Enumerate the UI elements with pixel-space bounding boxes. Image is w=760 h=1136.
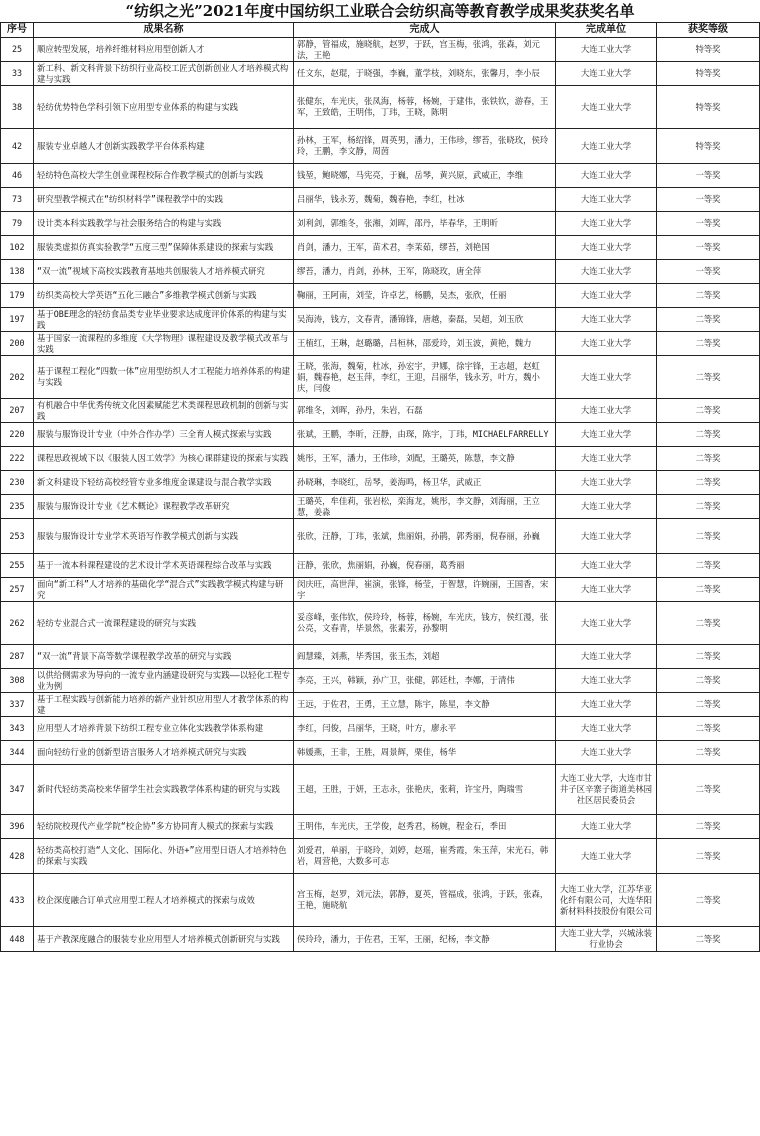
cell-name: “双一流”视域下高校实践教育基地共创服装人才培养模式研究 <box>34 260 294 284</box>
cell-no: 448 <box>1 927 34 952</box>
cell-unit: 大连工业大学 <box>556 669 657 693</box>
cell-unit: 大连工业大学 <box>556 741 657 765</box>
cell-name: 基于一流本科课程建设的艺术设计学术英语课程综合改革与实践 <box>34 554 294 578</box>
cell-unit: 大连工业大学 <box>556 554 657 578</box>
table-row <box>1 129 760 164</box>
cell-no: 200 <box>1 332 34 356</box>
cell-level: 二等奖 <box>657 471 760 495</box>
table-row <box>1 693 760 717</box>
cell-people: 鞠丽，王阿南，刘莹，许卓艺，杨鹏，吴杰，张欣，任丽 <box>294 284 556 308</box>
table-row <box>1 86 760 129</box>
table-header-row <box>1 23 760 38</box>
cell-no: 255 <box>1 554 34 578</box>
cell-unit: 大连工业大学 <box>556 495 657 519</box>
cell-unit: 大连工业大学，兴城泳装行业协会 <box>556 927 657 952</box>
cell-level: 二等奖 <box>657 495 760 519</box>
table-row <box>1 399 760 423</box>
cell-level: 二等奖 <box>657 874 760 927</box>
cell-no: 344 <box>1 741 34 765</box>
cell-unit: 大连工业大学 <box>556 578 657 602</box>
cell-no: 79 <box>1 212 34 236</box>
cell-name: 校企深度融合订单式应用型工程人才培养模式的探索与成效 <box>34 874 294 927</box>
cell-people: 王璐英，牟佳莉，张岩松，栾海龙，姚彤，李文静，刘海丽，王立慧，姜淼 <box>294 495 556 519</box>
cell-unit: 大连工业大学 <box>556 38 657 62</box>
cell-no: 230 <box>1 471 34 495</box>
cell-name: 轻纺特色高校大学生创业课程校际合作教学模式的创新与实践 <box>34 164 294 188</box>
cell-unit: 大连工业大学 <box>556 332 657 356</box>
cell-name: 新工科、新文科背景下纺织行业高校工匠式创新创业人才培养模式构建与实践 <box>34 62 294 86</box>
cell-name: 基于课程工程化“四数一体”应用型纺织人才工程能力培养体系的构建与实践 <box>34 356 294 399</box>
table-row <box>1 260 760 284</box>
cell-name: 服装与服饰设计专业学术英语写作教学模式创新与实践 <box>34 519 294 554</box>
cell-people: 吴海涛，钱方，文春青，潘锦锋，唐越，秦磊，吴超，刘玉欣 <box>294 308 556 332</box>
table-row <box>1 356 760 399</box>
cell-level: 二等奖 <box>657 399 760 423</box>
table-row <box>1 815 760 839</box>
cell-no: 42 <box>1 129 34 164</box>
cell-people: 李亮，王兴，韩颖，孙广卫，张健，郭廷杜，李娜，于清伟 <box>294 669 556 693</box>
header-unit: 完成单位 <box>556 23 657 38</box>
awards-table <box>0 22 760 952</box>
cell-unit: 大连工业大学 <box>556 284 657 308</box>
cell-no: 207 <box>1 399 34 423</box>
cell-unit: 大连工业大学 <box>556 62 657 86</box>
cell-no: 396 <box>1 815 34 839</box>
cell-name: 纺织类高校大学英语“五化三融合”多维教学模式创新与实践 <box>34 284 294 308</box>
cell-name: 基于国家一流课程的多维度《大学物理》课程建设及教学模式改革与实践 <box>34 332 294 356</box>
cell-no: 220 <box>1 423 34 447</box>
cell-no: 428 <box>1 839 34 874</box>
cell-people: 吕丽华，钱永芳，魏菊，魏春艳，李红，杜冰 <box>294 188 556 212</box>
cell-people: 刘利剑，郭维冬，张湘，刘晖，邵丹，毕春华，王明昕 <box>294 212 556 236</box>
table-row <box>1 447 760 471</box>
cell-unit: 大连工业大学 <box>556 188 657 212</box>
table-row <box>1 554 760 578</box>
table-row <box>1 308 760 332</box>
cell-people: 肖剑，潘力，王军，苗术君，李茉茹，缪苔，刘艳国 <box>294 236 556 260</box>
cell-people: 李红，闫俊，吕丽华，王晓，叶方，廖永平 <box>294 717 556 741</box>
table-row <box>1 602 760 645</box>
cell-no: 138 <box>1 260 34 284</box>
cell-no: 287 <box>1 645 34 669</box>
table-row <box>1 645 760 669</box>
cell-name: 新文科建设下轻纺高校经管专业多维度金课建设与混合教学实践 <box>34 471 294 495</box>
cell-name: 轻纺院校现代产业学院“校企协”多方协同育人模式的探索与实践 <box>34 815 294 839</box>
cell-level: 二等奖 <box>657 308 760 332</box>
cell-people: 孙林，王军，杨绍锋，周英男，潘力，王伟珍，缪苔，张晓玫，侯玲玲，王鹏，李文静，周茵 <box>294 129 556 164</box>
cell-name: 轻纺优势特色学科引领下应用型专业体系的构建与实践 <box>34 86 294 129</box>
cell-name: 应用型人才培养背景下纺织工程专业立体化实践教学体系构建 <box>34 717 294 741</box>
cell-unit: 大连工业大学，大连市甘井子区辛寨子街道美林园社区居民委员会 <box>556 765 657 815</box>
table-row <box>1 839 760 874</box>
cell-no: 197 <box>1 308 34 332</box>
cell-level: 一等奖 <box>657 164 760 188</box>
cell-people: 王远，于佐君，王勇，王立慧，陈宇，陈星，李文静 <box>294 693 556 717</box>
cell-level: 一等奖 <box>657 212 760 236</box>
cell-level: 二等奖 <box>657 645 760 669</box>
cell-people: 钱堃，鲍晓娜，马宪亮，于巍，岳琴，黄兴原，武威正，李维 <box>294 164 556 188</box>
cell-unit: 大连工业大学 <box>556 471 657 495</box>
cell-name: 服装类虚拟仿真实验教学“五度三型”保障体系建设的探索与实践 <box>34 236 294 260</box>
cell-name: 服装专业卓越人才创新实践教学平台体系构建 <box>34 129 294 164</box>
cell-people: 妥彦峰，张伟钦，侯玲玲，杨蓉，杨婉，车光庆，钱方，侯红漫，张公亮，文春青，毕景然，张素芳，孙黎明 <box>294 602 556 645</box>
table-row <box>1 741 760 765</box>
cell-no: 73 <box>1 188 34 212</box>
table-row <box>1 284 760 308</box>
cell-name: 轻纺专业混合式一流课程建设的研究与实践 <box>34 602 294 645</box>
cell-name: 服装与服饰设计专业《艺术概论》课程教学改革研究 <box>34 495 294 519</box>
cell-level: 一等奖 <box>657 260 760 284</box>
cell-people: 侯玲玲，潘力，于佐君，王军，王丽，纪杨，李文静 <box>294 927 556 952</box>
cell-level: 二等奖 <box>657 356 760 399</box>
cell-people: 郭静，管福成，施晓航，赵罗，于跃，宫玉梅，张鸿，张森，刘元法，王艳 <box>294 38 556 62</box>
cell-name: 课程思政视域下以《服装人因工效学》为核心课群建设的探索与实践 <box>34 447 294 471</box>
cell-no: 179 <box>1 284 34 308</box>
cell-level: 二等奖 <box>657 765 760 815</box>
cell-level: 二等奖 <box>657 332 760 356</box>
table-row <box>1 236 760 260</box>
table-row <box>1 38 760 62</box>
cell-no: 343 <box>1 717 34 741</box>
cell-level: 二等奖 <box>657 927 760 952</box>
header-level: 获奖等级 <box>657 23 760 38</box>
cell-unit: 大连工业大学 <box>556 129 657 164</box>
cell-people: 王明伟，车光庆，王学俊，赵秀君，杨婉，程金石，季田 <box>294 815 556 839</box>
cell-level: 二等奖 <box>657 839 760 874</box>
cell-unit: 大连工业大学 <box>556 236 657 260</box>
cell-level: 二等奖 <box>657 669 760 693</box>
cell-unit: 大连工业大学 <box>556 356 657 399</box>
cell-no: 235 <box>1 495 34 519</box>
cell-people: 缪苔，潘力，肖剑，孙林，王军，陈晓玫，唐全萍 <box>294 260 556 284</box>
cell-people: 张健东，车光庆，张凤海，杨蓉，杨婉，于建伟，张铁钦，游春，王军，王致皓，王明伟，丁玮，王晓，陈明 <box>294 86 556 129</box>
cell-people: 郭维冬，刘晖，孙丹，朱岩，石磊 <box>294 399 556 423</box>
cell-level: 二等奖 <box>657 815 760 839</box>
cell-name: 面向轻纺行业的创新型语言服务人才培养模式研究与实践 <box>34 741 294 765</box>
table-row <box>1 332 760 356</box>
cell-unit: 大连工业大学 <box>556 602 657 645</box>
cell-people: 阎慧臻，刘燕，毕秀国，张玉杰，刘超 <box>294 645 556 669</box>
cell-name: 面向“新工科”人才培养的基础化学“混合式”实践教学模式构建与研究 <box>34 578 294 602</box>
table-row <box>1 519 760 554</box>
cell-unit: 大连工业大学 <box>556 308 657 332</box>
cell-name: 轻纺类高校打造“人文化、国际化、外语+”应用型日语人才培养特色的探索与实践 <box>34 839 294 874</box>
cell-name: 服装与服饰设计专业（中外合作办学）三全育人模式探索与实践 <box>34 423 294 447</box>
table-body <box>1 38 760 952</box>
cell-no: 347 <box>1 765 34 815</box>
cell-no: 102 <box>1 236 34 260</box>
table-row <box>1 188 760 212</box>
cell-unit: 大连工业大学 <box>556 693 657 717</box>
cell-name: 基于工程实践与创新能力培养的新产业针织应用型人才教学体系的构建 <box>34 693 294 717</box>
cell-unit: 大连工业大学 <box>556 86 657 129</box>
cell-name: 新时代轻纺类高校来华留学生社会实践教学体系构建的研究与实践 <box>34 765 294 815</box>
cell-unit: 大连工业大学 <box>556 447 657 471</box>
cell-people: 汪静，张欣，焦丽娟，孙巍，倪春丽，葛秀丽 <box>294 554 556 578</box>
cell-unit: 大连工业大学 <box>556 717 657 741</box>
cell-unit: 大连工业大学 <box>556 423 657 447</box>
table-row <box>1 927 760 952</box>
table-row <box>1 669 760 693</box>
document-title: “纺织之光”2021年度中国纺织工业联合会纺织高等教育教学成果奖获奖名单 <box>125 2 635 20</box>
cell-no: 257 <box>1 578 34 602</box>
cell-unit: 大连工业大学 <box>556 645 657 669</box>
cell-name: 基于产教深度融合的服装专业应用型人才培养模式创新研究与实践 <box>34 927 294 952</box>
cell-level: 特等奖 <box>657 86 760 129</box>
cell-unit: 大连工业大学 <box>556 260 657 284</box>
cell-name: 研究型教学模式在“纺织材料学”课程教学中的实践 <box>34 188 294 212</box>
table-row <box>1 578 760 602</box>
cell-no: 222 <box>1 447 34 471</box>
cell-unit: 大连工业大学 <box>556 399 657 423</box>
cell-level: 一等奖 <box>657 188 760 212</box>
cell-no: 38 <box>1 86 34 129</box>
cell-unit: 大连工业大学 <box>556 519 657 554</box>
cell-no: 25 <box>1 38 34 62</box>
cell-unit: 大连工业大学 <box>556 815 657 839</box>
table-row <box>1 212 760 236</box>
cell-level: 特等奖 <box>657 62 760 86</box>
cell-unit: 大连工业大学 <box>556 212 657 236</box>
cell-people: 张斌，王鹏，李昕，汪静，由琛，陈宇，丁玮，MICHAELFARRELLY <box>294 423 556 447</box>
table-row <box>1 717 760 741</box>
cell-people: 韩媛燕，王非，王胜，周景辉，栗佳，杨华 <box>294 741 556 765</box>
table-row <box>1 62 760 86</box>
cell-level: 一等奖 <box>657 236 760 260</box>
cell-level: 二等奖 <box>657 284 760 308</box>
cell-name: “双一流”背景下高等数学课程教学改革的研究与实践 <box>34 645 294 669</box>
cell-people: 任文东，赵琨，于晓强，李巍，董学枝，刘晓东，张馨月，李小辰 <box>294 62 556 86</box>
table-row <box>1 164 760 188</box>
cell-unit: 大连工业大学 <box>556 164 657 188</box>
cell-level: 特等奖 <box>657 38 760 62</box>
cell-level: 二等奖 <box>657 693 760 717</box>
cell-people: 孙晓琳，李晓红，岳琴，姜海鸣，杨卫华，武威正 <box>294 471 556 495</box>
cell-people: 闵庆旺，高世萍，崔演，张锋，杨莹，于智慧，许婉丽，王国香，宋宇 <box>294 578 556 602</box>
cell-no: 262 <box>1 602 34 645</box>
cell-no: 433 <box>1 874 34 927</box>
cell-unit: 大连工业大学 <box>556 839 657 874</box>
header-no: 序号 <box>1 23 34 38</box>
cell-name: 有机融合中华优秀传统文化因素赋能艺术类课程思政机制的创新与实践 <box>34 399 294 423</box>
cell-people: 王植红，王琳，赵璐璐，吕桓林，邵爱玲，刘玉波，黄艳，魏力 <box>294 332 556 356</box>
cell-no: 46 <box>1 164 34 188</box>
cell-name: 基于OBE理念的轻纺食品类专业毕业要求达成度评价体系的构建与实践 <box>34 308 294 332</box>
cell-people: 宫玉梅，赵罗，刘元法，郭静，夏英，管福成，张鸿，于跃，张森，王艳，施晓航 <box>294 874 556 927</box>
cell-level: 二等奖 <box>657 423 760 447</box>
cell-level: 二等奖 <box>657 717 760 741</box>
cell-people: 王超，王胜，于妍，王志永，张艳庆，张莉，许宝丹，陶瑞雪 <box>294 765 556 815</box>
cell-level: 二等奖 <box>657 554 760 578</box>
cell-no: 202 <box>1 356 34 399</box>
cell-level: 二等奖 <box>657 741 760 765</box>
cell-level: 二等奖 <box>657 447 760 471</box>
cell-people: 张欣，汪静，丁玮，张斌，焦丽娟，孙鹃，郭秀丽，倪春丽，孙巍 <box>294 519 556 554</box>
cell-unit: 大连工业大学，江苏华亚化纤有限公司，大连华阳新材料科技股份有限公司 <box>556 874 657 927</box>
cell-name: 顺应转型发展，培养纤维材料应用型创新人才 <box>34 38 294 62</box>
cell-no: 337 <box>1 693 34 717</box>
cell-no: 308 <box>1 669 34 693</box>
cell-level: 二等奖 <box>657 602 760 645</box>
header-name: 成果名称 <box>34 23 294 38</box>
cell-name: 以供给侧需求为导向的一流专业内涵建设研究与实践——以轻化工程专业为例 <box>34 669 294 693</box>
cell-level: 二等奖 <box>657 578 760 602</box>
cell-people: 刘爱君，单丽，于晓玲，刘婷，赵瑶，崔秀霞，朱玉萍，宋光石，韩岩，周营艳，大数多可志 <box>294 839 556 874</box>
cell-people: 姚彤，王军，潘力，王伟珍，刘配，王璐英，陈慧，李文静 <box>294 447 556 471</box>
table-row <box>1 874 760 927</box>
cell-level: 特等奖 <box>657 129 760 164</box>
cell-name: 设计类本科实践教学与社会服务结合的构建与实践 <box>34 212 294 236</box>
table-row <box>1 495 760 519</box>
table-row <box>1 423 760 447</box>
cell-no: 253 <box>1 519 34 554</box>
table-row <box>1 471 760 495</box>
table-row <box>1 765 760 815</box>
cell-level: 二等奖 <box>657 519 760 554</box>
cell-people: 王晓，张海，魏菊，杜冰，孙宏宇，尹娜，徐宇锋，王志超，赵虹娟，魏春艳，赵玉萍，李红，王迎，吕丽华，钱永芳，叶方，魏小庆，闫俊 <box>294 356 556 399</box>
cell-no: 33 <box>1 62 34 86</box>
header-people: 完成人 <box>294 23 556 38</box>
